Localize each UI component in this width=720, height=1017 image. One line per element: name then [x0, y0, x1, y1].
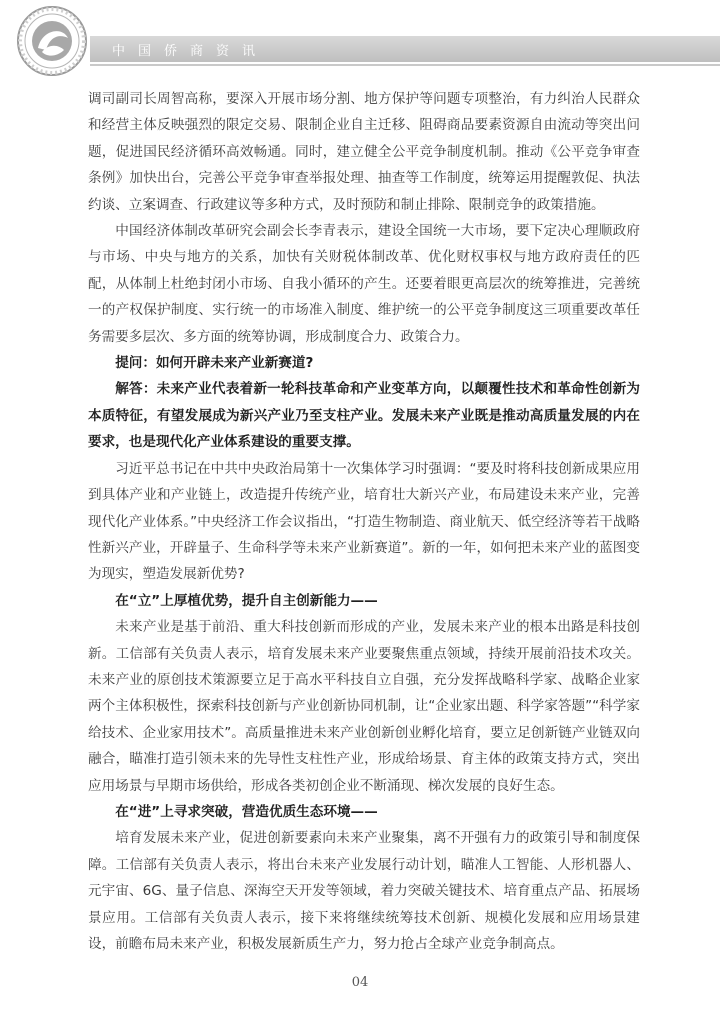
paragraph-2: 中国经济体制改革研究会副会长李青表示，建设全国统一大市场，要下定决心理顺政府与市场、中央与地方的关系，加快有关财税体制改革、优化财权事权与地方政府责任的匹配，从体制上杜绝封闭小市场、自我小循环的产生。还要着眼更高层次的统筹推进，完善统一的产权保护制度、实行统一的市场准入制度、维护统一的公平竞争制度这三项重要改革任务需要多层次、多方面的统筹协调，形成制度合力、政策合力。: [88, 223, 640, 345]
header-title: 中国侨商资讯: [112, 44, 269, 59]
paragraph-1: 调司副司长周智高称，要深入开展市场分割、地方保护等问题专项整治，有力纠治人民群众和经营主体反映强烈的限定交易、限制企业自主迁移、阻碍商品要素资源自由流动等突出问题，促进国民经济循环高效畅通。同时，建立健全公平竞争制度机制。推动《公平竞争审查条例》加快出台，完善公平竞争审查举报处理、抽查等工作制度，统筹运用提醒敦促、执法约谈、立案调查、行政建议等多种方式，及时预防和制止排除、限制竞争的政策措施。: [88, 91, 640, 213]
paragraph-quote: 习近平总书记在中共中央政治局第十一次集体学习时强调：“要及时将科技创新成果应用到具体产业和产业链上，改造提升传统产业，培育壮大新兴产业，布局建设未来产业，完善现代化产业体系。”中央经济工作会议指出，“打造生物制造、商业航天、低空经济等若干战略性新兴产业，开辟量子、生命科学等未来产业新赛道”。新的一年，如何把未来产业的蓝图变为现实，塑造发展新优势?: [88, 460, 640, 583]
chamber-logo-icon: [12, 4, 92, 78]
question-heading: 提问：如何开辟未来产业新赛道?: [115, 355, 314, 372]
section-heading-li: 在“立”上厚植优势，提升自主创新能力——: [115, 592, 378, 609]
page-header: [0, 0, 720, 80]
paragraph-innovation: 未来产业是基于前沿、重大科技创新而形成的产业，发展未来产业的根本出路是科技创新。工信部有关负责人表示，培育发展未来产业要聚焦重点领域，持续开展前沿技术攻关。未来产业的原创技术策源要立足于高水平科技自立自强，充分发挥战略科学家、战略企业家两个主体积极性，探索科技创新与产业创新协同机制，让“企业家出题、科学家答题”“科学家给技术、企业家用技术”。高质量推进未来产业创新创业孵化培育，要立足创新链产业链双向融合，瞄准打造引领未来的先导性支柱性产业，形成给场景、育主体的政策支持方式，突出应用场景与早期市场供给，形成各类初创企业不断涌现、梯次发展的良好生态。: [88, 619, 640, 794]
header-divider: [90, 64, 720, 66]
section-heading-jin: 在“进”上寻求突破，营造优质生态环境——: [115, 803, 378, 820]
answer-summary: 解答：未来产业代表着新一轮科技革命和产业变革方向，以颠覆性技术和革命性创新为本质特征，有望发展成为新兴产业乃至支柱产业。发展未来产业既是推动高质量发展的内在要求，也是现代化产业体系建设的重要支撑。: [88, 381, 640, 451]
page-number: 04: [351, 975, 369, 990]
article-body: [88, 86, 640, 957]
paragraph-policy: 培育发展未来产业，促进创新要素向未来产业聚集，离不开强有力的政策引导和制度保障。工信部有关负责人表示，将出台未来产业发展行动计划，瞄准人工智能、人形机器人、元宇宙、6G、量子信息、深海空天开发等领域，着力突破关键技术、培育重点产品、拓展场景应用。工信部有关负责人表示，接下来将继续统筹技术创新、规模化发展和应用场景建设，前瞻布局未来产业，积极发展新质生产力，努力抢占全球产业竞争制高点。: [88, 830, 640, 952]
